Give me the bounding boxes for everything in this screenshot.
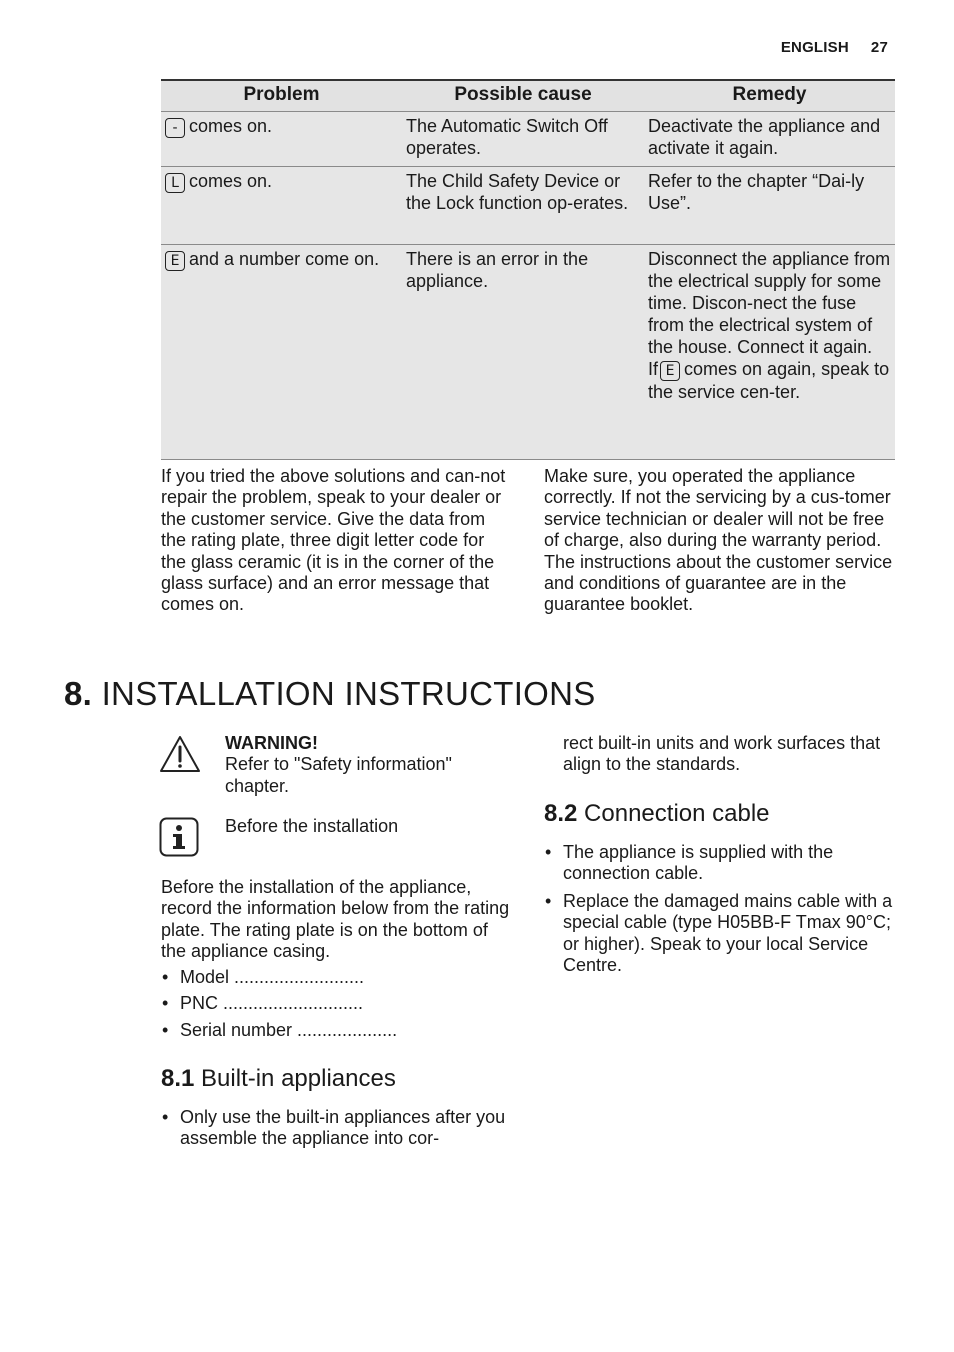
remedy-text: Disconnect the appliance from the electrical supply for some time. Discon-nect the fuse from the electrical system of the house. Connect it again. [648, 249, 891, 357]
list-item: • Only use the built-in appliances after you assemble the appliance into cor- [161, 1107, 511, 1150]
warning-title: WARNING! [225, 733, 318, 753]
table-header-row [161, 80, 895, 112]
list-item: • Serial number .................... [161, 1020, 521, 1041]
problem-text: comes on. [189, 171, 273, 191]
display-symbol-error-icon: E [660, 361, 680, 381]
warning-triangle-icon [159, 734, 201, 774]
warning-note [225, 733, 515, 797]
column-header-problem: Problem [161, 80, 402, 112]
remedy-text-prefix: If [648, 359, 659, 379]
column-header-remedy: Remedy [644, 80, 895, 112]
rating-plate-intro: Before the installation of the appliance, record the information below from the rating plate. The rating plate is on the bottom of the appliance casing. [161, 877, 510, 962]
display-symbol-dash-icon: - [165, 118, 185, 138]
built-in-list-continued: rect built-in units and work surfaces that align to the standards. [563, 733, 881, 775]
cause-cell: There is an error in the appliance. [402, 245, 644, 460]
remedy-cell: Refer to the chapter “Dai-ly Use”. [644, 167, 895, 245]
service-advice-paragraph: If you tried the above solutions and can-not repair the problem, speak to your dealer or the customer service. Give the data from the rating plate, three digit letter code for the glass ceramic (it is in the corner of the glass surface) and an error message that comes on. [161, 466, 506, 615]
subsection-title: Built-in appliances [201, 1065, 396, 1092]
subsection-number: 8.1 [161, 1065, 195, 1092]
table-row [161, 112, 895, 167]
info-icon [159, 817, 199, 857]
section-title [64, 672, 596, 716]
cause-cell: The Automatic Switch Off operates. [402, 112, 644, 167]
warning-text: Refer to "Safety information" chapter. [225, 754, 452, 796]
page-number: 27 [870, 39, 888, 56]
list-item: • PNC ............................ [161, 993, 521, 1014]
table-row [161, 167, 895, 245]
problem-text: comes on. [189, 116, 273, 136]
problem-cell [161, 245, 402, 460]
table-row [161, 245, 895, 460]
subsection-title: Connection cable [584, 800, 770, 827]
built-in-list [161, 1107, 511, 1150]
cause-cell: The Child Safety Device or the Lock function op-erates. [402, 167, 644, 245]
info-note: Before the installation [225, 816, 399, 836]
section-title-text: INSTALLATION INSTRUCTIONS [101, 675, 596, 712]
subsection-heading-built-in [161, 1064, 396, 1094]
subsection-number: 8.2 [544, 800, 578, 827]
problem-cell [161, 112, 402, 167]
header-language: ENGLISH [780, 39, 849, 56]
display-symbol-error-icon: E [165, 251, 185, 271]
remedy-cell: Deactivate the appliance and activate it again. [644, 112, 895, 167]
list-item: • The appliance is supplied with the connection cable. [544, 842, 894, 885]
remedy-text-suffix: comes on again, speak to the service cen-ter. [648, 359, 890, 402]
connection-cable-list [544, 842, 894, 982]
column-header-cause: Possible cause [402, 80, 644, 112]
warranty-paragraph: Make sure, you operated the appliance correctly. If not the servicing by a cus-tomer service technician or dealer will not be free of charge, also during the warranty period. The instructions about the customer service and conditions of guarantee are in the guarantee booklet. [544, 466, 893, 615]
problem-cell [161, 167, 402, 245]
list-item: • Replace the damaged mains cable with a special cable (type H05BB-F Tmax 90°C; or higher). Speak to your local Service Centre. [544, 891, 894, 977]
page-header [781, 39, 888, 56]
list-item: • Model .......................... [161, 967, 521, 988]
rating-plate-list [161, 967, 521, 1046]
display-symbol-lock-icon: L [165, 173, 185, 193]
remedy-cell [644, 245, 895, 460]
troubleshooting-table [161, 79, 895, 460]
subsection-heading-connection-cable [544, 799, 770, 829]
problem-text: and a number come on. [189, 249, 380, 269]
section-number: 8. [64, 675, 93, 712]
